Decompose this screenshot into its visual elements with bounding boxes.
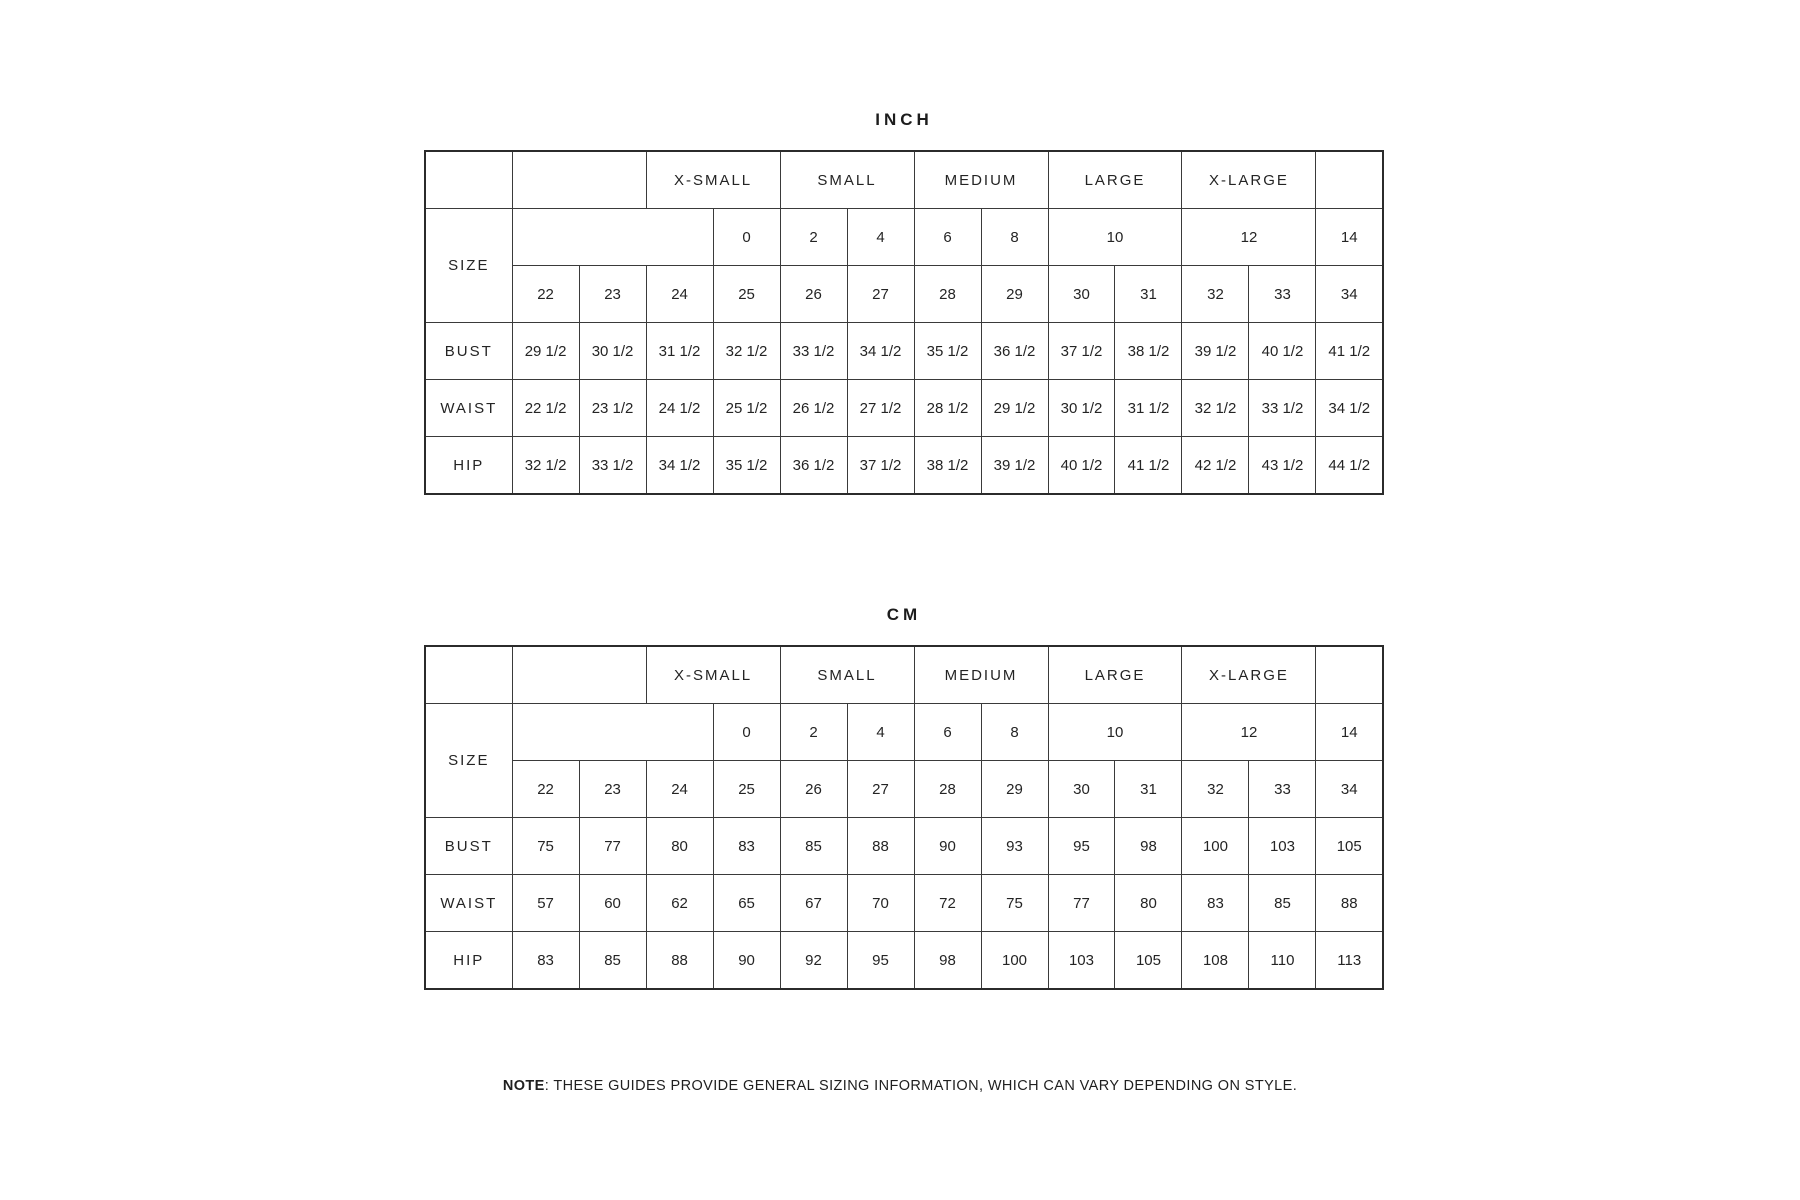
measurement-cell: 33 1/2 (780, 323, 847, 380)
numeric-size-cell-12: 12 (1182, 209, 1316, 266)
measurement-cell: 29 1/2 (981, 380, 1048, 437)
secondary-size-cell: 31 (1115, 761, 1182, 818)
measurement-cell: 26 1/2 (780, 380, 847, 437)
measurement-cell: 57 (512, 875, 579, 932)
numeric-size-cell-empty (512, 704, 713, 761)
measurement-cell: 30 1/2 (579, 323, 646, 380)
measurement-cell: 83 (1182, 875, 1249, 932)
measurement-cell: 72 (914, 875, 981, 932)
measurement-cell: 33 1/2 (1249, 380, 1316, 437)
secondary-size-cell: 30 (1048, 761, 1115, 818)
table-row-hip (425, 437, 1383, 495)
secondary-size-cell: 26 (780, 761, 847, 818)
measurement-cell: 31 1/2 (1115, 380, 1182, 437)
measurement-cell: 100 (981, 932, 1048, 990)
table-row-secondary-sizes (425, 761, 1383, 818)
measurement-cell: 113 (1316, 932, 1383, 990)
measurement-cell: 36 1/2 (780, 437, 847, 495)
measurement-cell: 38 1/2 (914, 437, 981, 495)
sizing-note (0, 1078, 1800, 1094)
row-label-size: SIZE (425, 704, 512, 818)
secondary-size-cell: 34 (1316, 266, 1383, 323)
measurement-cell: 98 (1115, 818, 1182, 875)
measurement-cell: 32 1/2 (1182, 380, 1249, 437)
numeric-size-cell-2: 2 (780, 209, 847, 266)
numeric-size-cell-14: 14 (1316, 209, 1383, 266)
numeric-size-cell-6: 6 (914, 704, 981, 761)
measurement-cell: 34 1/2 (1316, 380, 1383, 437)
measurement-cell: 32 1/2 (512, 437, 579, 495)
group-header-cell-empty-3 (1316, 646, 1383, 704)
numeric-size-cell-4: 4 (847, 209, 914, 266)
measurement-cell: 44 1/2 (1316, 437, 1383, 495)
measurement-cell: 37 1/2 (1048, 323, 1115, 380)
measurement-cell: 100 (1182, 818, 1249, 875)
measurement-cell: 98 (914, 932, 981, 990)
table-row-waist (425, 380, 1383, 437)
secondary-size-cell: 28 (914, 266, 981, 323)
measurement-cell: 25 1/2 (713, 380, 780, 437)
measurement-cell: 95 (1048, 818, 1115, 875)
group-header-cell-empty-1 (425, 646, 512, 704)
measurement-cell: 34 1/2 (847, 323, 914, 380)
cm-size-chart-section (424, 605, 1384, 990)
measurement-cell: 105 (1316, 818, 1383, 875)
secondary-size-cell: 22 (512, 761, 579, 818)
secondary-size-cell: 25 (713, 761, 780, 818)
inch-chart-title: INCH (875, 110, 933, 129)
measurement-cell: 35 1/2 (713, 437, 780, 495)
secondary-size-cell: 24 (646, 761, 713, 818)
measurement-cell: 62 (646, 875, 713, 932)
measurement-cell: 24 1/2 (646, 380, 713, 437)
table-row-group-headers (425, 646, 1383, 704)
row-label-hip: HIP (425, 932, 512, 990)
measurement-cell: 22 1/2 (512, 380, 579, 437)
measurement-cell: 67 (780, 875, 847, 932)
measurement-cell: 80 (646, 818, 713, 875)
measurement-cell: 27 1/2 (847, 380, 914, 437)
secondary-size-cell: 26 (780, 266, 847, 323)
numeric-size-cell-6: 6 (914, 209, 981, 266)
measurement-cell: 110 (1249, 932, 1316, 990)
inch-size-table (424, 150, 1384, 495)
measurement-cell: 90 (713, 932, 780, 990)
table-row-numeric-sizes (425, 704, 1383, 761)
table-row-bust (425, 323, 1383, 380)
measurement-cell: 28 1/2 (914, 380, 981, 437)
secondary-size-cell: 32 (1182, 266, 1249, 323)
measurement-cell: 38 1/2 (1115, 323, 1182, 380)
measurement-cell: 88 (1316, 875, 1383, 932)
cm-chart-title: CM (886, 605, 922, 624)
measurement-cell: 93 (981, 818, 1048, 875)
measurement-cell: 36 1/2 (981, 323, 1048, 380)
numeric-size-cell-10: 10 (1048, 209, 1182, 266)
measurement-cell: 95 (847, 932, 914, 990)
group-header-cell-small: SMALL (780, 646, 914, 704)
table-row-waist (425, 875, 1383, 932)
measurement-cell: 65 (713, 875, 780, 932)
secondary-size-cell: 24 (646, 266, 713, 323)
group-header-cell-x-small: X-SMALL (646, 646, 780, 704)
secondary-size-cell: 31 (1115, 266, 1182, 323)
group-header-cell-large: LARGE (1048, 646, 1182, 704)
measurement-cell: 37 1/2 (847, 437, 914, 495)
numeric-size-cell-12: 12 (1182, 704, 1316, 761)
measurement-cell: 32 1/2 (713, 323, 780, 380)
group-header-cell-small: SMALL (780, 151, 914, 209)
numeric-size-cell-4: 4 (847, 704, 914, 761)
row-label-waist: WAIST (425, 380, 512, 437)
secondary-size-cell: 32 (1182, 761, 1249, 818)
measurement-cell: 40 1/2 (1048, 437, 1115, 495)
measurement-cell: 41 1/2 (1115, 437, 1182, 495)
measurement-cell: 92 (780, 932, 847, 990)
secondary-size-cell: 30 (1048, 266, 1115, 323)
measurement-cell: 77 (579, 818, 646, 875)
secondary-size-cell: 27 (847, 761, 914, 818)
group-header-cell-x-large: X-LARGE (1182, 646, 1316, 704)
table-row-bust (425, 818, 1383, 875)
secondary-size-cell: 25 (713, 266, 780, 323)
measurement-cell: 31 1/2 (646, 323, 713, 380)
table-row-secondary-sizes (425, 266, 1383, 323)
measurement-cell: 90 (914, 818, 981, 875)
group-header-cell-empty-2 (512, 646, 646, 704)
table-row-numeric-sizes (425, 209, 1383, 266)
measurement-cell: 83 (713, 818, 780, 875)
measurement-cell: 30 1/2 (1048, 380, 1115, 437)
measurement-cell: 60 (579, 875, 646, 932)
numeric-size-cell-0: 0 (713, 704, 780, 761)
measurement-cell: 88 (847, 818, 914, 875)
measurement-cell: 77 (1048, 875, 1115, 932)
group-header-cell-large: LARGE (1048, 151, 1182, 209)
measurement-cell: 103 (1249, 818, 1316, 875)
measurement-cell: 105 (1115, 932, 1182, 990)
measurement-cell: 70 (847, 875, 914, 932)
measurement-cell: 85 (1249, 875, 1316, 932)
secondary-size-cell: 22 (512, 266, 579, 323)
measurement-cell: 88 (646, 932, 713, 990)
measurement-cell: 40 1/2 (1249, 323, 1316, 380)
secondary-size-cell: 29 (981, 266, 1048, 323)
secondary-size-cell: 34 (1316, 761, 1383, 818)
measurement-cell: 42 1/2 (1182, 437, 1249, 495)
measurement-cell: 33 1/2 (579, 437, 646, 495)
secondary-size-cell: 33 (1249, 761, 1316, 818)
inch-size-chart-section (424, 110, 1384, 495)
table-row-hip (425, 932, 1383, 990)
group-header-cell-medium: MEDIUM (914, 646, 1048, 704)
measurement-cell: 43 1/2 (1249, 437, 1316, 495)
measurement-cell: 80 (1115, 875, 1182, 932)
numeric-size-cell-0: 0 (713, 209, 780, 266)
numeric-size-cell-8: 8 (981, 209, 1048, 266)
measurement-cell: 35 1/2 (914, 323, 981, 380)
row-label-bust: BUST (425, 818, 512, 875)
sizing-note-prefix: NOTE (502, 1078, 545, 1094)
measurement-cell: 39 1/2 (1182, 323, 1249, 380)
numeric-size-cell-8: 8 (981, 704, 1048, 761)
measurement-cell: 85 (780, 818, 847, 875)
numeric-size-cell-14: 14 (1316, 704, 1383, 761)
cm-size-table (424, 645, 1384, 990)
row-label-waist: WAIST (425, 875, 512, 932)
measurement-cell: 23 1/2 (579, 380, 646, 437)
table-row-group-headers (425, 151, 1383, 209)
row-label-hip: HIP (425, 437, 512, 495)
measurement-cell: 41 1/2 (1316, 323, 1383, 380)
secondary-size-cell: 23 (579, 761, 646, 818)
measurement-cell: 75 (512, 818, 579, 875)
sizing-note-text: : THESE GUIDES PROVIDE GENERAL SIZING INFORMATION, WHICH CAN VARY DEPENDING ON STYLE. (544, 1078, 1298, 1094)
measurement-cell: 29 1/2 (512, 323, 579, 380)
secondary-size-cell: 29 (981, 761, 1048, 818)
numeric-size-cell-10: 10 (1048, 704, 1182, 761)
measurement-cell: 83 (512, 932, 579, 990)
row-label-bust: BUST (425, 323, 512, 380)
measurement-cell: 108 (1182, 932, 1249, 990)
secondary-size-cell: 33 (1249, 266, 1316, 323)
secondary-size-cell: 23 (579, 266, 646, 323)
measurement-cell: 34 1/2 (646, 437, 713, 495)
measurement-cell: 103 (1048, 932, 1115, 990)
group-header-cell-empty-2 (512, 151, 646, 209)
measurement-cell: 39 1/2 (981, 437, 1048, 495)
numeric-size-cell-2: 2 (780, 704, 847, 761)
group-header-cell-empty-3 (1316, 151, 1383, 209)
measurement-cell: 75 (981, 875, 1048, 932)
secondary-size-cell: 28 (914, 761, 981, 818)
measurement-cell: 85 (579, 932, 646, 990)
group-header-cell-x-large: X-LARGE (1182, 151, 1316, 209)
secondary-size-cell: 27 (847, 266, 914, 323)
group-header-cell-medium: MEDIUM (914, 151, 1048, 209)
group-header-cell-x-small: X-SMALL (646, 151, 780, 209)
row-label-size: SIZE (425, 209, 512, 323)
numeric-size-cell-empty (512, 209, 713, 266)
group-header-cell-empty-1 (425, 151, 512, 209)
